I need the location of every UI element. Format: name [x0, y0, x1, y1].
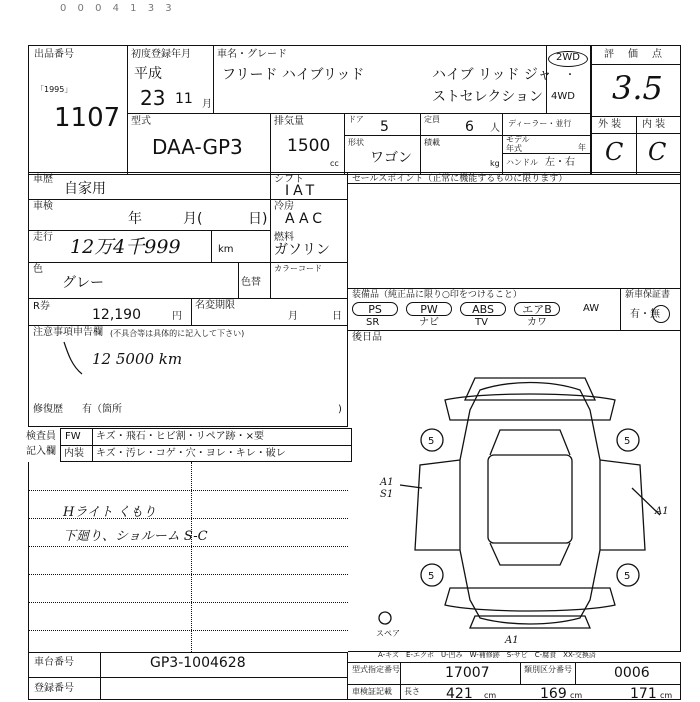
car-name: フリード ハイブリッド	[222, 67, 365, 83]
shape-value: ワゴン	[370, 150, 412, 166]
diagram-legend: A-キズ E-エクボ U-凹み W-補修跡 S-サビ C-腐食 XX-交換済	[378, 651, 596, 659]
equip-abs: ABS	[460, 302, 506, 316]
score-ext: C	[605, 138, 624, 166]
car-grade-line2: ストセレクション	[432, 89, 544, 105]
recycle-label: R券	[33, 301, 50, 312]
recycle-value: 12,190	[92, 307, 141, 323]
car-label: 車名・グレード	[217, 49, 287, 60]
handle-value: 左・右	[545, 157, 575, 168]
wheel-mark-rl: 5	[428, 571, 435, 582]
diagram-mark-s1: S1	[380, 489, 394, 500]
color-label: 色	[33, 264, 43, 275]
fuel-value: ガソリン	[274, 242, 330, 258]
drive-2wd-circle	[548, 51, 588, 67]
displacement-label: 排気量	[274, 116, 304, 127]
repair-history-value: 有（箇所	[82, 404, 122, 415]
dims-h: 169	[540, 686, 567, 702]
name-change-month: 月	[288, 311, 298, 322]
dims-w-unit: cm	[660, 691, 673, 700]
ac-value: AAC	[285, 211, 327, 227]
first-reg-month: 11	[175, 91, 193, 107]
reg-no-label: 登録番号	[34, 683, 74, 694]
notes-arrow	[60, 340, 90, 380]
seats-unit: 人	[490, 123, 500, 134]
diagram-mark-a1-right: A1	[655, 506, 669, 517]
type-class-label: 類別区分番号	[524, 665, 572, 674]
equip-aw: AW	[583, 303, 600, 314]
inspection-month: 月(	[183, 211, 203, 227]
dims-len: 421	[446, 686, 473, 702]
score-int-label: 内 装	[642, 119, 666, 130]
mileage-label: 走行	[33, 232, 53, 243]
legend-int-label: 内装	[64, 448, 84, 459]
car-grade-line1: ハイブ リッド ジャ	[432, 67, 552, 83]
legend-int-items: キズ・汚レ・コゲ・穴・ヨレ・キレ・破レ	[96, 448, 286, 459]
first-reg-month-unit: 月	[202, 99, 212, 110]
usage-label: 車歴	[33, 174, 53, 185]
equip-tv: TV	[475, 317, 488, 328]
diagram-mark-a1-bottom: A1	[505, 635, 519, 646]
legend-inspector-label2: 記入欄	[26, 446, 56, 457]
mileage-unit: km	[218, 244, 234, 255]
model-label: 型式	[131, 116, 151, 127]
equip-ps: PS	[352, 302, 398, 316]
color-code-label: カラーコード	[274, 264, 322, 273]
usage-value: 自家用	[64, 181, 106, 197]
seats-value: 6	[465, 119, 474, 135]
color-value: グレー	[62, 275, 104, 291]
score-value: 3.5	[612, 69, 663, 107]
lot-number: 1107	[54, 103, 121, 133]
notes-label: 注意事項申告欄	[33, 327, 103, 338]
inspection-year: 年	[128, 211, 142, 227]
chassis-value: GP3-1004628	[150, 655, 246, 671]
fuel-label: 燃料	[274, 232, 294, 243]
wheel-mark-fl: 5	[428, 436, 435, 447]
wheel-mark-fr: 5	[624, 436, 631, 447]
first-reg-year: 23	[140, 86, 166, 110]
score-ext-label: 外 装	[598, 119, 622, 130]
legend-inspector-label1: 検査員	[26, 431, 56, 442]
top-strip: 0 0 0 4 1 3 3	[60, 3, 176, 14]
shift-value: IAT	[285, 183, 319, 199]
diagram-mark-a1-left: A1	[380, 477, 394, 488]
doors-value: 5	[380, 119, 389, 135]
drive-4wd: 4WD	[551, 91, 575, 102]
lot-label: 出品番号	[34, 49, 74, 60]
lot-code: 「1995」	[36, 85, 73, 94]
seats-label: 定員	[424, 115, 440, 124]
equip-navi: ナビ	[419, 317, 439, 328]
first-reg-era: 平成	[134, 66, 162, 82]
recycle-unit: 円	[172, 311, 182, 322]
type-class-value: 0006	[614, 665, 650, 681]
chassis-label: 車台番号	[34, 657, 74, 668]
displacement-value: 1500	[287, 136, 331, 156]
handle-label: ハンドル	[506, 158, 538, 167]
car-diagram	[360, 370, 680, 640]
warranty-label: 新車保証書	[625, 290, 671, 300]
drive-dot: ・	[565, 70, 575, 81]
shift-label: シフト	[274, 174, 304, 185]
drive-2wd: 2WD	[556, 52, 580, 63]
model-value: DAA-GP3	[152, 135, 243, 159]
inspection-day: 日)	[248, 211, 268, 227]
hand-note-line1: Hライト くもり	[63, 505, 157, 520]
equip-airbag: エアB	[514, 302, 560, 316]
dims-len-unit: cm	[484, 691, 497, 700]
dims-w: 171	[630, 686, 657, 702]
hand-note-line2: 下廻り、ショルーム S-C	[63, 529, 208, 544]
load-unit: kg	[490, 159, 500, 168]
first-reg-label: 初度登録年月	[131, 49, 191, 60]
doors-label: ドア	[348, 115, 364, 124]
diagram-spare: スペア	[376, 629, 400, 638]
dealer-label: ディーラー・並行	[508, 119, 572, 128]
score-int: C	[648, 138, 667, 166]
rear-seat-label: 後日品	[352, 332, 382, 343]
model-year-unit: 年	[578, 143, 586, 152]
name-change-day: 日	[332, 311, 342, 322]
type-cert-label: 型式指定番号	[352, 665, 400, 674]
load-label: 積載	[424, 138, 440, 147]
name-change-label: 名変期限	[195, 300, 235, 311]
model-year-label2: 年式	[506, 144, 522, 153]
mileage-value: 12万4千999	[70, 236, 181, 258]
type-cert-value: 17007	[445, 665, 490, 681]
repair-history-label: 修復歴	[33, 404, 63, 415]
legend-ext-label: FW	[65, 431, 81, 442]
equip-leather: カワ	[527, 317, 547, 328]
notes-handwritten: 12 5000 km	[92, 350, 183, 368]
equip-pw: PW	[406, 302, 452, 316]
equipment-label: 装備品（純正品に限り○印をつけること）	[352, 290, 522, 300]
color-change-label: 色替	[241, 277, 261, 288]
wheel-mark-rr: 5	[624, 571, 631, 582]
shape-label: 形状	[348, 138, 364, 147]
warranty-value: 有・無	[630, 309, 660, 320]
ac-label: 冷房	[274, 201, 294, 212]
displacement-unit: cc	[330, 159, 339, 168]
dims-h-unit: cm	[570, 691, 583, 700]
model-year-label1: モデル	[506, 135, 530, 144]
equip-sr: SR	[366, 317, 380, 328]
warranty-none-circle	[652, 305, 670, 323]
notes-sub: (不具合等は具体的に記入して下さい)	[110, 329, 245, 338]
score-label: 評 価 点	[604, 49, 664, 60]
legend-ext-items: キズ・飛石・ヒビ割・リペア跡・×要	[96, 431, 264, 442]
sales-point-label: セールスポイント（正常に機能するものに限ります）	[352, 174, 568, 184]
dims-label: 車検証記載	[352, 687, 392, 696]
inspection-label: 車検	[33, 201, 53, 212]
dims-len-label: 長さ	[404, 687, 420, 696]
repair-history-close: )	[338, 404, 342, 415]
